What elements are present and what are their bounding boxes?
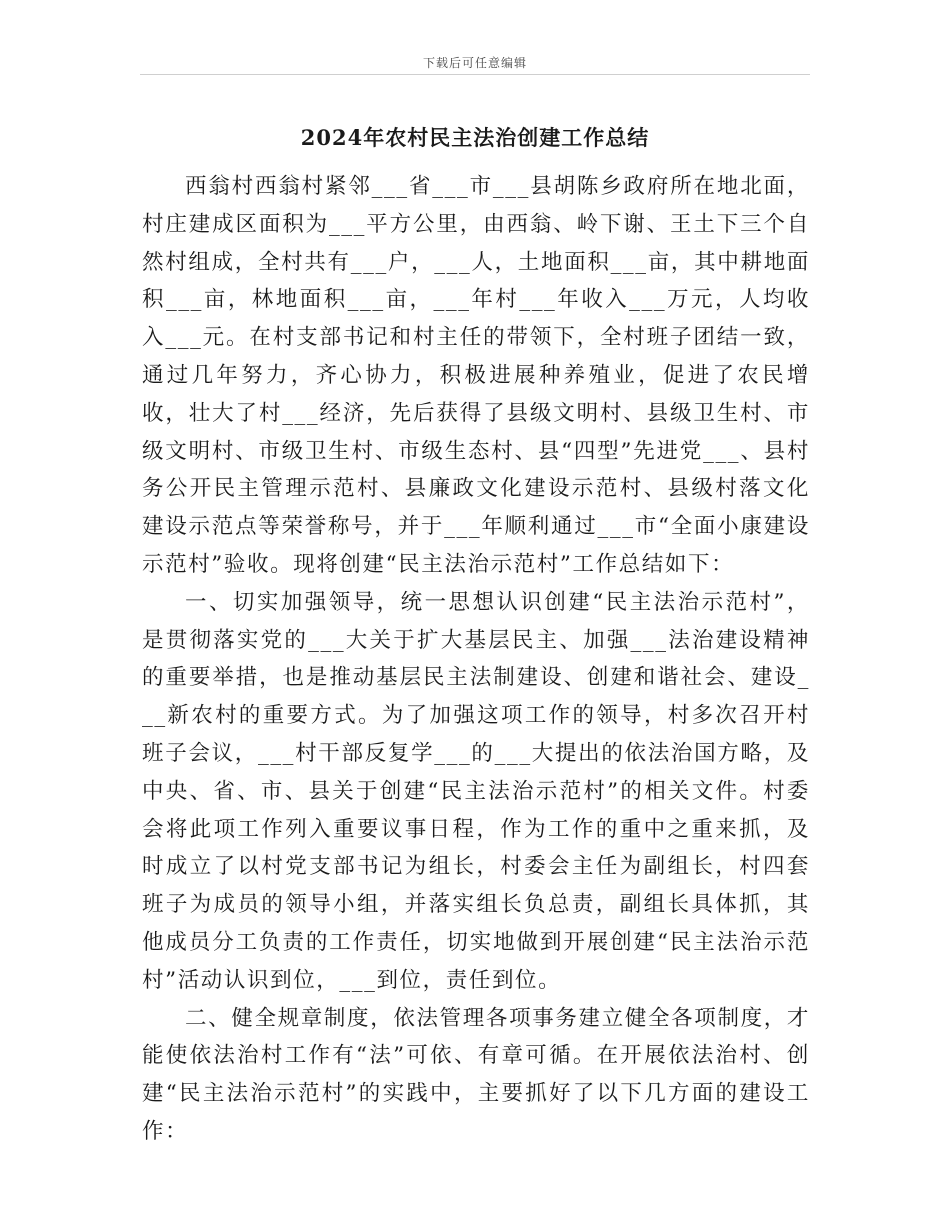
document-title: 2024年农村民主法治创建工作总结 xyxy=(300,125,650,150)
paragraph-section-2: 二、健全规章制度，依法管理各项事务建立健全各项制度，才能使依法治村工作有“法”可依、有章可循。在开展依法治村、创建“民主法治示范村”的实践中，主要抓好了以下几方面的建设工作： xyxy=(142,1005,810,1144)
document-body xyxy=(142,168,810,1151)
paragraph-intro: 西翁村西翁村紧邻___省___市___县胡陈乡政府所在地北面，村庄建成区面积为___平方公里，由西翁、岭下谢、王土下三个自然村组成，全村共有___户，___人，土地面积___亩，其中耕地面积___亩，林地面积___亩，___年村___年收入___万元，人均收入___元。在村支部书记和村主任的带领下，全村班子团结一致，通过几年努力，齐心协力，积极进展种养殖业，促进了农民增收，壮大了村___经济，先后获得了县级文明村、县级卫生村、市级文明村、市级卫生村、市级生态村、县“四型”先进党___、县村务公开民主管理示范村、县廉政文化建设示范村、县级村落文化建设示范点等荣誉称号，并于___年顺利通过___市“全面小康建设示范村”验收。现将创建“民主法治示范村”工作总结如下： xyxy=(142,174,810,577)
page-header: 下载后可任意编辑 xyxy=(422,56,527,70)
paragraph-section-1: 一、切实加强领导，统一思想认识创建“民主法治示范村”，是贯彻落实党的___大关于扩大基层民主、加强___法治建设精神的重要举措，也是推动基层民主法制建设、创建和谐社会、建设___新农村的重要方式。为了加强这项工作的领导，村多次召开村班子会议，___村干部反复学___的___大提出的依法治国方略，及中央、省、市、县关于创建“民主法治示范村”的相关文件。村委会将此项工作列入重要议事日程，作为工作的重中之重来抓，及时成立了以村党支部书记为组长，村委会主任为副组长，村四套班子为成员的领导小组，并落实组长负总责，副组长具体抓，其他成员分工负责的工作责任，切实地做到开展创建“民主法治示范村”活动认识到位，___到位，责任到位。 xyxy=(142,589,810,993)
header-divider xyxy=(140,74,810,75)
